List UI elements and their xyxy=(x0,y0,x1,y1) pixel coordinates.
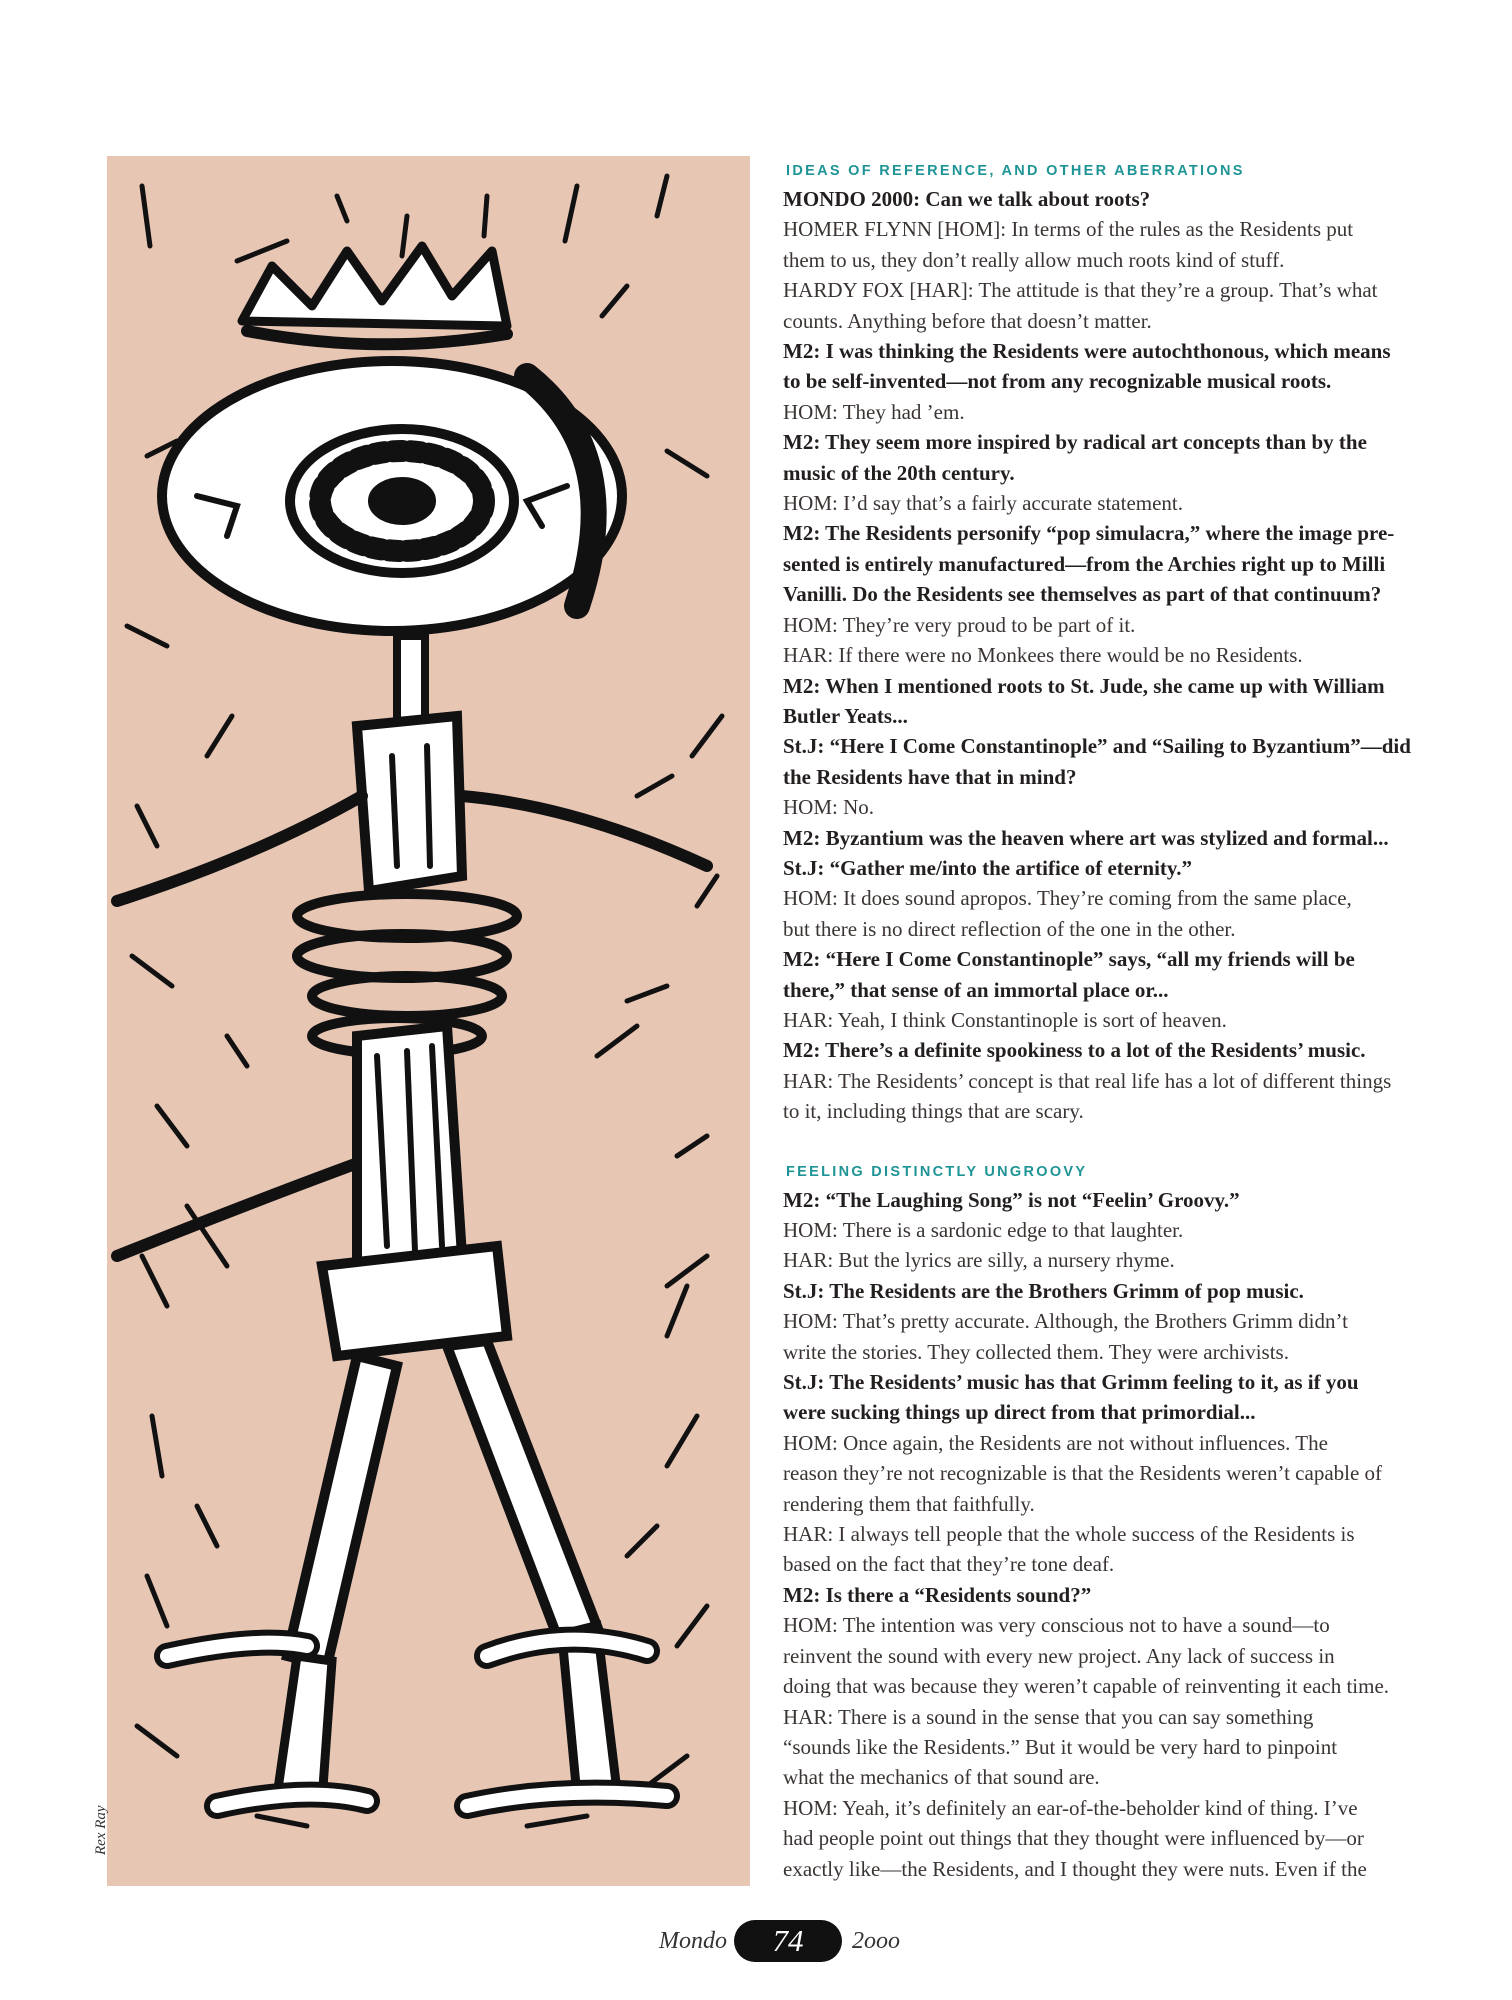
answer-line: HOM: Once again, the Residents are not without influences. The xyxy=(783,1430,1328,1455)
answer-line: HOM: They had ’em. xyxy=(783,399,965,424)
answer-line: HAR: There is a sound in the sense that you can say something xyxy=(783,1704,1314,1729)
page-number: 74 xyxy=(734,1920,842,1962)
answer-line: write the stories. They collected them. They were archivists. xyxy=(783,1339,1289,1364)
question-line: sented is entirely manufactured—from the Archies right up to Milli xyxy=(783,551,1386,576)
question-line: there,” that sense of an immortal place or... xyxy=(783,977,1169,1002)
answer-line: HOM: That’s pretty accurate. Although, the Brothers Grimm didn’t xyxy=(783,1309,1348,1334)
question-line: M2: There’s a definite spookiness to a lot of the Residents’ music. xyxy=(783,1038,1366,1063)
page-footer xyxy=(0,1916,1512,1966)
answer-line: HAR: If there were no Monkees there would be no Residents. xyxy=(783,643,1303,668)
answer-line: to it, including things that are scary. xyxy=(783,1099,1084,1124)
question-line: to be self-invented—not from any recognizable musical roots. xyxy=(783,369,1332,394)
question-line: M2: The Residents personify “pop simulacra,” where the image pre- xyxy=(783,521,1395,546)
answer-line: doing that was because they weren’t capable of reinventing it each time. xyxy=(783,1674,1390,1699)
question-line: M2: I was thinking the Residents were autochthonous, which means xyxy=(783,339,1391,364)
walking-eyeball-figure-icon xyxy=(107,156,750,1886)
question-line: MONDO 2000: Can we talk about roots? xyxy=(783,187,1151,211)
question-line: were sucking things up direct from that primordial... xyxy=(783,1400,1256,1425)
question-line: the Residents have that in mind? xyxy=(783,764,1077,789)
answer-line: them to us, they don’t really allow much roots kind of stuff. xyxy=(783,247,1285,272)
question-line: St.J: “Here I Come Constantinople” and “Sailing to Byzantium”—did xyxy=(783,734,1411,759)
question-line: Butler Yeats... xyxy=(783,703,908,728)
footer-2000: 2ooo xyxy=(852,1928,900,1954)
question-line: St.J: The Residents are the Brothers Grimm of pop music. xyxy=(783,1278,1304,1303)
question-line: M2: “Here I Come Constantinople” says, “all my friends will be xyxy=(783,947,1355,972)
answer-line: HOM: It does sound apropos. They’re coming from the same place, xyxy=(783,886,1352,911)
answer-line: HAR: The Residents’ concept is that real life has a lot of different things xyxy=(783,1068,1392,1093)
question-line: M2: “The Laughing Song” is not “Feelin’ Groovy.” xyxy=(783,1187,1240,1212)
answer-line: HOM: They’re very proud to be part of it. xyxy=(783,612,1136,637)
section-heading: IDEAS OF REFERENCE, AND OTHER ABERRATIONS xyxy=(786,163,1245,179)
section-gap xyxy=(783,1127,1433,1161)
answer-line: rendering them that faithfully. xyxy=(783,1491,1035,1516)
question-line: music of the 20th century. xyxy=(783,460,1015,485)
question-line: M2: When I mentioned roots to St. Jude, she came up with William xyxy=(783,673,1385,698)
answer-line: what the mechanics of that sound are. xyxy=(783,1765,1100,1790)
answer-line: HOM: Yeah, it’s definitely an ear-of-the-beholder kind of thing. I’ve xyxy=(783,1795,1358,1820)
answer-line: HOM: No. xyxy=(783,795,875,820)
answer-line: HARDY FOX [HAR]: The attitude is that they’re a group. That’s what xyxy=(783,278,1378,303)
answer-line: HAR: I always tell people that the whole success of the Residents is xyxy=(783,1522,1355,1547)
answer-line: exactly like—the Residents, and I thought they were nuts. Even if the xyxy=(783,1856,1367,1881)
answer-line: HOM: I’d say that’s a fairly accurate statement. xyxy=(783,491,1184,516)
question-line: St.J: “Gather me/into the artifice of eternity.” xyxy=(783,855,1192,880)
illustration-credit: Rex Ray xyxy=(93,1805,109,1855)
question-line: M2: Byzantium was the heaven where art was stylized and formal... xyxy=(783,825,1389,850)
answer-line: HAR: But the lyrics are silly, a nursery rhyme. xyxy=(783,1248,1175,1273)
article-column xyxy=(783,160,1433,1884)
answer-line: HOM: The intention was very conscious not to have a sound—to xyxy=(783,1613,1330,1638)
answer-line: based on the fact that they’re tone deaf. xyxy=(783,1552,1115,1577)
answer-line: HOM: There is a sardonic edge to that laughter. xyxy=(783,1218,1184,1242)
question-line: St.J: The Residents’ music has that Grimm feeling to it, as if you xyxy=(783,1370,1359,1395)
question-line: M2: Is there a “Residents sound?” xyxy=(783,1582,1092,1607)
answer-line: reason they’re not recognizable is that the Residents weren’t capable of xyxy=(783,1461,1383,1486)
section-heading: FEELING DISTINCTLY UNGROOVY xyxy=(786,1163,1088,1180)
illustration-panel xyxy=(107,156,750,1886)
answer-line: had people point out things that they thought were influenced by—or xyxy=(783,1826,1364,1851)
answer-line: HAR: Yeah, I think Constantinople is sort of heaven. xyxy=(783,1007,1227,1032)
footer-mondo: Mondo xyxy=(659,1928,727,1954)
answer-line: counts. Anything before that doesn’t matter. xyxy=(783,308,1152,333)
question-line: Vanilli. Do the Residents see themselves as part of that continuum? xyxy=(783,582,1382,607)
question-line: M2: They seem more inspired by radical art concepts than by the xyxy=(783,430,1367,455)
answer-line: but there is no direct reflection of the one in the other. xyxy=(783,916,1236,941)
answer-line: “sounds like the Residents.” But it would be very hard to pinpoint xyxy=(783,1734,1338,1759)
answer-line: HOMER FLYNN [HOM]: In terms of the rules as the Residents put xyxy=(783,217,1354,242)
answer-line: reinvent the sound with every new project. Any lack of success in xyxy=(783,1643,1335,1668)
